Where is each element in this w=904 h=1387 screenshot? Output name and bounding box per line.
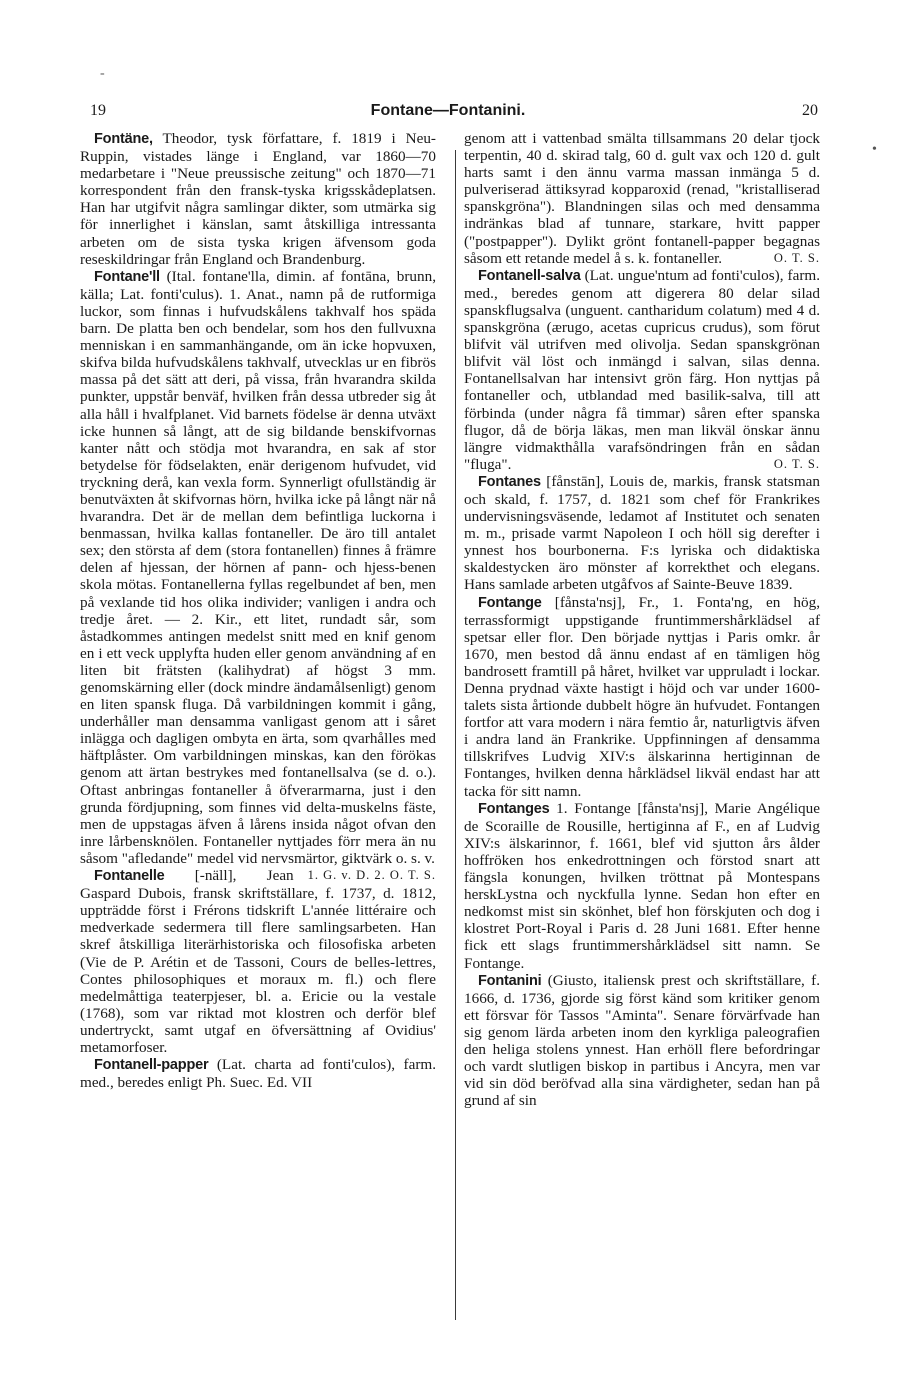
headword: Fontanini: [478, 972, 542, 989]
entry-continuation: [464, 130, 820, 267]
entry-text: Theodor, tysk författare, f. 1819 i Neu-Ruppin, vistades länge i England, var 1860—70 medarbetare i "Neue preussische zeitung" och 1870—71 korrespondent från den fransk-tyska krigsskådeplatsen. Han har utgifvit några samlingar dikter, som utmärka sig för innerlighet i känslan, samt åtskilliga intressanta arbeten om de sista tyska krigen äfvensom goda reseskildringar från England och Brandenburg.: [80, 130, 436, 268]
author-signature: 1. G. v. D. 2. O. T. S.: [307, 868, 436, 883]
entry-fontane: [80, 130, 436, 268]
headword: Fontanges: [478, 800, 550, 817]
headword: Fontäne,: [94, 131, 153, 147]
entry-fontange: [464, 594, 820, 800]
entry-text: (Giusto, italiensk prest och skriftställare, f. 1666, d. 1736, gjorde sig först känd som kritiker genom ett försvar för Tassos "Aminta". Senare förvärfvade han sig genom lärda arbeten inom den kyrkliga paleografien den heliga stolens ynnest. Han erhöll flere befordringar och vardt slutligen biskop in partibus i Ancyra, men var vid sin död beröfvad alla sina värdigheter, sedan han på grund af sin: [464, 971, 820, 1110]
author-signature: O. T. S.: [773, 250, 820, 265]
headword: Fontange: [478, 594, 542, 611]
entry-fontanini: [464, 972, 820, 1110]
left-column: [80, 130, 436, 1091]
entry-text: [-näll], Jean Gaspard Dubois, fransk skriftställare, f. 1737, d. 1812, uppträdde först i Frérons tidskrift L'année littéraire och medverkade sedermera till flere samlingsarbeten. Han skref åtskilliga literärhistoriska och filosofiska arbeten (Vie de P. Arétin et de Tassoni, Cours de belles-lettres, Contes philosophiques et moraux m. fl.) och flere medelmåttiga teaterpjeser, bl. a. Ericie ou la vestale (1768), som var riktad mot klostren och derför blef undertryckt, samt utgaf en öfversättning af Ovidius' metamorfoser.: [80, 867, 436, 1056]
right-column: [464, 130, 820, 1109]
entry-fontanelle: [80, 867, 436, 1056]
headword: Fontanes: [478, 473, 541, 490]
headword: Fontane'll: [94, 268, 160, 285]
entry-fontanges: [464, 800, 820, 972]
headword: Fontanell-salva: [478, 267, 581, 284]
entry-text: [fånstān], Louis de, markis, fransk statsman och skald, f. 1757, d. 1821 som chef för Frankrikes undervisningsväsende, ledamot af Institutet och senaten m. m., prisade varmt Napoleon I och höll sig derefter i ynnest hos bourbonerna. F:s lyriska och didaktiska skaldestycken äro mönster af korrekthet och elegans. Hans samlade arbeten utgåfvos af Sainte-Beuve 1839.: [464, 472, 820, 594]
page-number-left: 19: [90, 102, 106, 119]
page-number-right: 20: [802, 102, 818, 119]
running-title: Fontane—Fontanini.: [370, 102, 526, 119]
entry-text: [fånsta'nsj], Fr., 1. Fonta'ng, en hög, terrassformigt uppstigande fruntimmershårklädsel af spetsar eller flor. Den började nyttjas i Paris omkr. år 1670, men bestod då ännu endast af en tämligen hög bandrosett framtill på håret, hvilket var uppruladt i lockar. Denna prydnad växte hastigt i höjd och var under 1600-talets sista årtionde dubbelt högre än hufvudet. Fontangen fortfor att vara modern i nära femtio år, naturligtvis äfven i andra land än Frankrike. Uppfinningen af densamma tillskrifves Ludvig XIV:s älskarinna hertiginnan de Fontanges, hvilken denna hårklädsel likväl endast har att tacka för sitt namn.: [464, 593, 820, 800]
entry-text: (Lat. charta ad fonti'culos), farm. med., beredes enligt Ph. Suec. Ed. VII: [80, 1056, 436, 1092]
entry-text: 1. Fontange [fånsta'nsj], Marie Angélique de Scoraille de Rousille, hertiginna af F., en af Ludvig XIV:s älskarinnor, f. 1661, blef vid sjutton års ålder hoffröken hos enkedrottningen och förstod snart att fängsla konungen, hvilken tröttnat på Montespans herskLystna och nyckfulla lynne. Sedan hon efter en nedkomst mist sin skönhet, blef hon förskjuten och dog i klostret Port-Royal i Paris d. 28 Juni 1681. Efter henne fick ett slags fruntimmershårklädsel sitt namn. Se Fontange.: [464, 799, 820, 972]
running-header: [78, 100, 818, 124]
stray-mark-right: •: [872, 142, 877, 157]
entry-fontanes: [464, 473, 820, 594]
entry-text: (Lat. ungue'ntum ad fonti'culos), farm. med., beredes genom att digerera 80 delar silad spanskflugsalva (unguent. cantharidum colatum) med 4 d. spanskgröna (ærugo, acetas cupricus crudus), som förut blifvit väl utrifven med olivolja. Sedan spanskgrönan blifvit väl löst och inmängd i salvan, silas denna. Fontanellsalvan har intensivt grön färg. Hon nyttjas på fontaneller och, utblandad med basilik-salva, till att förbinda (under några få timmar) såren efter spanska flugor, då de börja läkas, men man likväl önskar ännu längre vidmakthålla varafsöndringen från en sådan "fluga".: [464, 266, 820, 473]
headword: Fontanell-papper: [94, 1057, 209, 1074]
entry-text: genom att i vattenbad smälta tillsammans 20 delar tjock terpentin, 40 d. skirad talg, 60 d. gult vax och 120 d. gult harts samt i den ännu varma massan inmänga 5 d. pulveriserad ättiksyrad kopparoxid (renad, "kristalliserad spanskgröna"). Blandningen silas och med densamma indränkas blad af tunnare, starkare, hvitt papper ("postpapper"). Dylikt grönt fontanell-papper begagnas såsom ett retande medel å s. k. fontaneller.: [464, 130, 820, 267]
stray-mark-left: -: [100, 66, 105, 81]
column-divider: [455, 150, 456, 1320]
headword: Fontanelle: [94, 868, 165, 885]
entry-text: (Ital. fontane'lla, dimin. af fontāna, brunn, källa; Lat. fonti'culus). 1. Anat., namn på de rutformiga luckor, som finnas i hufvudskålens takhvalf hos späda barn. De platta ben och bendelar, som hos den fullvuxna menniskan i en sammanhängande, om än icke hopvuxen, skifva bilda hufvudskålens takhvalf, utvecklas ur en fibrös massa på det sätt att deri, på vissa, från hvarandra skilda punkter, uppstår benväf, hvilken från dessa utbreder sig åt alla håll i hvalfplanet. Vid barnets födelse är denna utväxt icke hunnen så långt, att de sig bildande benskifvornas kanter nått och stödja mot hvarandra, en sak af stor betydelse för födselakten, enär derigenom hufvudet, vid tryckning derå, kan vexla form. Synnerligt ofullständig är benutväxten åt skifvornas hörn, hvilka icke på långt när nå hvarandra. Det är de mellan dem befintliga luckorna i benmassan, hvilka kallas fontaneller. De äro till antalet sex; den största af dem (stora fontanellen) finnes å främre delen af hjessan, der hörnen af pann- och hjess-benen skola mötas. Fontanellerna fyllas regelbundet af ben, men på vexlande tid hos olika individer; vanligen i andra och tredje året. — 2. Kir., ett litet, rundadt sår, som åstadkommes antingen medelst snitt med en knif genom en i ett veck upplyfta huden eller genom användning af en liten bit frätsten (kalihydrat) af högst 3 mm. genomskärning eller (dock mindre ändamålsenligt) genom en liten spansk fluga. Då varbildningen kommit i gång, underhåller man densamma vanligast genom att i såret inlägga och dagligen ombyta en ärta, som qvarhålles med häftplåster. Om varbildningen minskas, kan den förökas genom att ärtan bestrykes med fontanellsalva (se d. o.). Oftast anbringas fontaneller å öfverarmarna, just i den grunda fördjupning, som finnes vid delta-muskelns fäste, men de uppstagas äfven å lårens insida något ofvan den inre lårbensknölen. Fontaneller nyttjades förr mera än nu såsom "afledande" medel vid nervsmärtor, giktvärk o. s. v.: [80, 267, 436, 867]
entry-fontanell: [80, 267, 436, 883]
author-signature: O. T. S.: [773, 456, 820, 471]
entry-fontanell-salva: [464, 267, 820, 473]
entry-fontanell-papper: [80, 1056, 436, 1091]
